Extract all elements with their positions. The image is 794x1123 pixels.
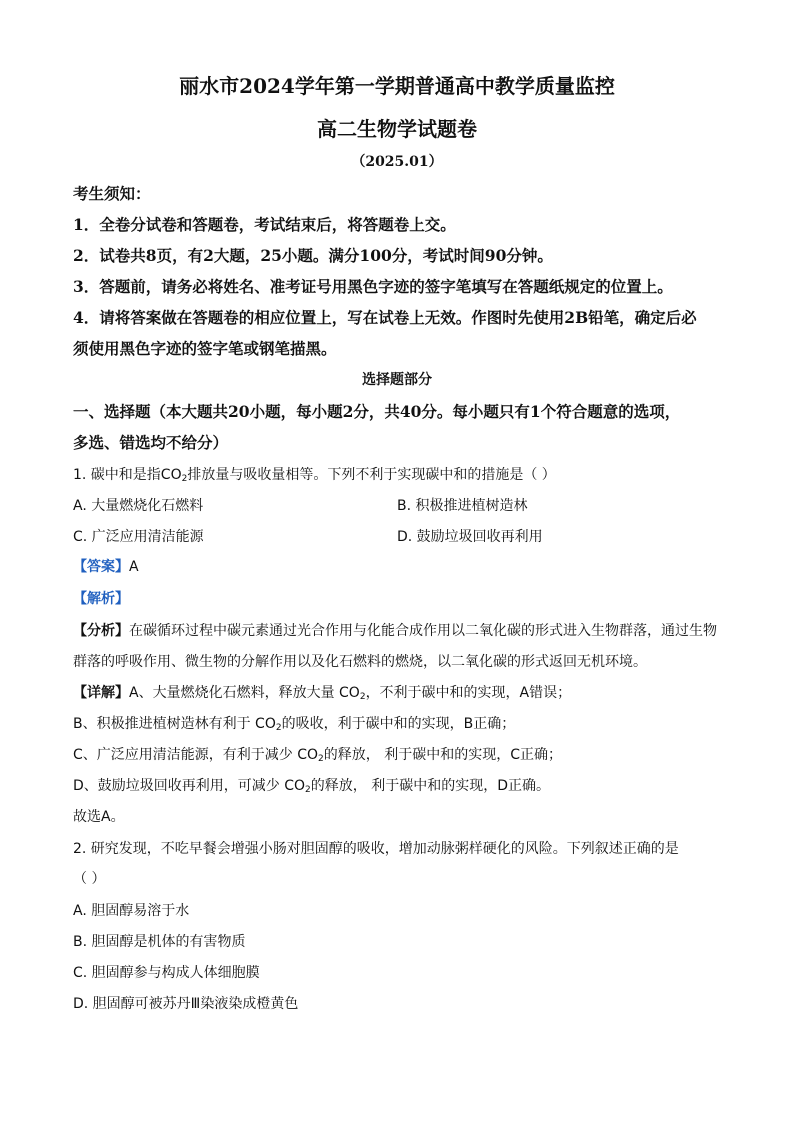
notice-item-1: 1．全卷分试卷和答题卷，考试结束后，将答题卷上交。 <box>73 215 456 234</box>
q1-detail-d: D、鼓励垃圾回收再利用，可减少 $CO_2$的释放， 利于碳中和的实现，D正确。 <box>73 778 550 795</box>
exam-date: （2025.01） <box>351 154 443 170</box>
question-2-stem-cont: （ ） <box>73 871 106 887</box>
notice-heading: 考生须知： <box>73 184 151 203</box>
q1-answer <box>73 556 139 576</box>
q2-option-d: D. 胆固醇可被苏丹Ⅲ染液染成橙黄色 <box>73 996 299 1012</box>
analysis-tag: 【解析】 <box>73 591 129 607</box>
notice-item-4: 4．请将答案做在答题卷的相应位置上，写在试卷上无效。作图时先使用2B铅笔，确定后必 <box>73 308 697 327</box>
q1-conclusion: 故选A。 <box>73 809 125 825</box>
fenxi-tag: 【分析】 <box>73 623 129 639</box>
q2-option-a: A. 胆固醇易溶于水 <box>73 903 190 919</box>
notice-item-3: 3．答题前，请务必将姓名、准考证号用黑色字迹的签字笔填写在答题纸规定的位置上。 <box>73 277 673 296</box>
q1-option-a: A. 大量燃烧化石燃料 <box>73 498 204 514</box>
question-2-stem: 2. 研究发现，不吃早餐会增强小肠对胆固醇的吸收，增加动脉粥样硬化的风险。下列叙述正确的是 <box>73 841 679 857</box>
answer-tag: 【答案】 <box>73 559 129 575</box>
q2-option-c: C. 胆固醇参与构成人体细胞膜 <box>73 965 260 981</box>
notice-item-2: 2．试卷共8页，有2大题，25小题。满分100分，考试时间90分钟。 <box>73 246 553 265</box>
q2-option-b: B. 胆固醇是机体的有害物质 <box>73 934 246 950</box>
question-1-stem: 1. 碳中和是指$CO_2$排放量与吸收量相等。下列不利于实现碳中和的措施是（ ） <box>73 467 556 484</box>
section-intro: 一、选择题（本大题共20小题，每小题2分，共40分。每小题只有1个符合题意的选项， <box>73 402 681 421</box>
q1-option-c: C. 广泛应用清洁能源 <box>73 529 204 545</box>
section-intro-cont: 多选、错选均不给分） <box>73 433 229 452</box>
q1-fenxi: 【分析】在碳循环过程中碳元素通过光合作用与化能合成作用以二氧化碳的形式进入生物群落，通过生物 <box>73 623 717 639</box>
q1-option-b: B. 积极推进植树造林 <box>397 498 528 514</box>
q1-option-d: D. 鼓励垃圾回收再利用 <box>397 529 543 545</box>
q1-analysis <box>73 588 129 608</box>
answer-value: A <box>129 559 139 575</box>
exam-subtitle: 高二生物学试题卷 <box>317 117 477 141</box>
exam-title: 丽水市2024学年第一学期普通高中教学质量监控 <box>179 74 615 98</box>
q1-detail-a: 【详解】A、大量燃烧化石燃料，释放大量 $CO_2$，不利于碳中和的实现，A错误； <box>73 685 572 702</box>
xiangjie-tag: 【详解】 <box>73 685 129 701</box>
notice-item-4-cont: 须使用黑色字迹的签字笔或钢笔描黑。 <box>73 339 337 358</box>
part-title: 选择题部分 <box>362 372 432 388</box>
q1-detail-c: C、广泛应用清洁能源，有利于减少 $CO_2$的释放， 利于碳中和的实现，C正确； <box>73 747 562 764</box>
q1-detail-b: B、积极推进植树造林有利于 $CO_2$的吸收，利于碳中和的实现，B正确； <box>73 716 516 733</box>
q1-fenxi-cont: 群落的呼吸作用、微生物的分解作用以及化石燃料的燃烧，以二氧化碳的形式返回无机环境。 <box>73 654 647 670</box>
